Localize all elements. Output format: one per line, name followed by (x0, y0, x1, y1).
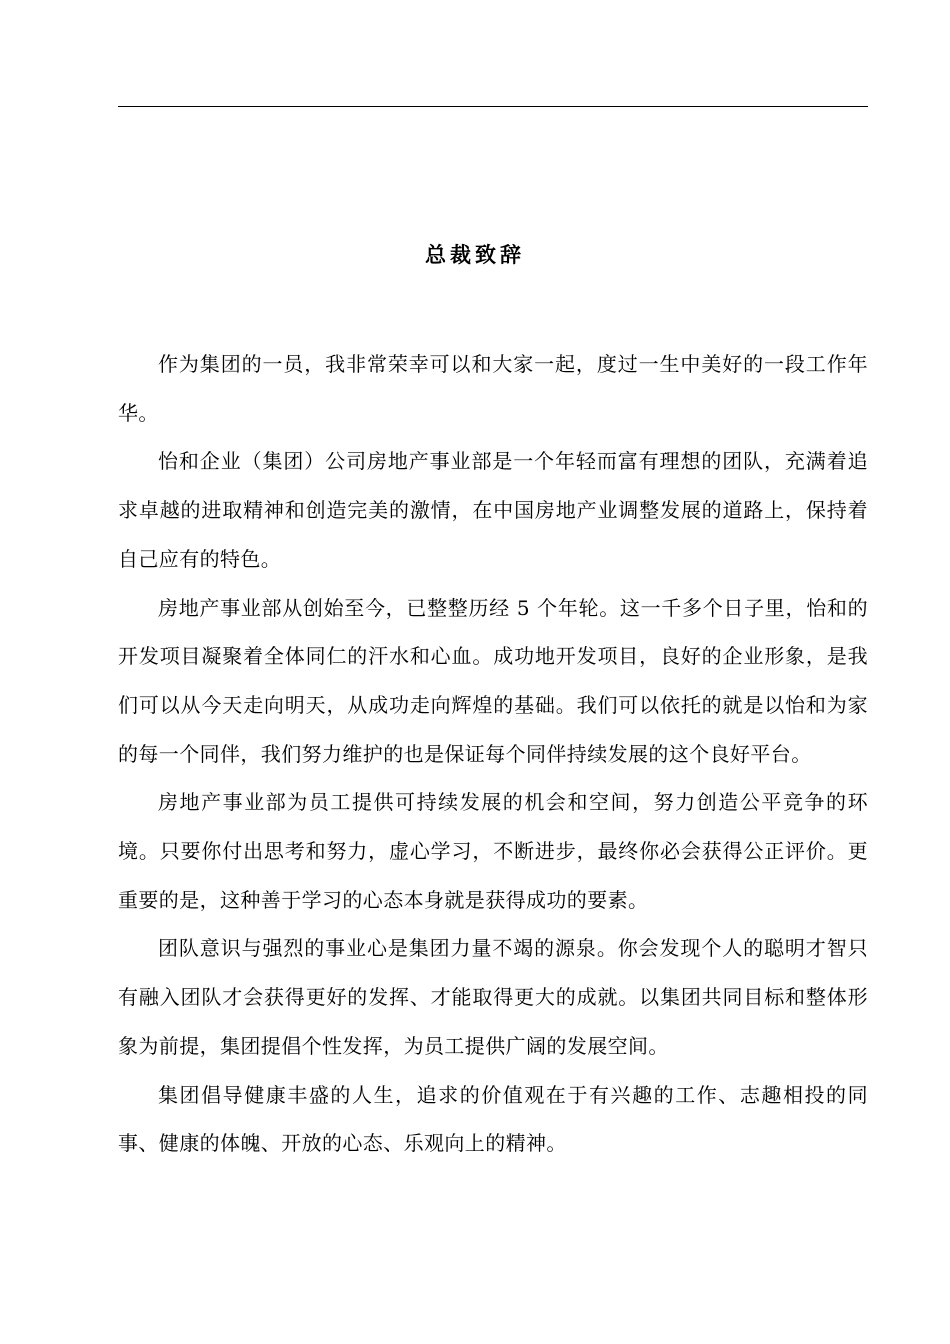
paragraph-1: 作为集团的一员，我非常荣幸可以和大家一起，度过一生中美好的一段工作年华。 (118, 352, 868, 425)
document-title: 总裁致辞 (425, 242, 525, 267)
header-rule (118, 106, 868, 107)
document-body (118, 340, 868, 1168)
paragraph-4: 房地产事业部为员工提供可持续发展的机会和空间，努力创造公平竞争的环境。只要你付出思考和努力，虚心学习，不断进步，最终你必会获得公正评价。更重要的是，这种善于学习的心态本身就是获得成功的要素。 (118, 790, 868, 912)
paragraph-3: 房地产事业部从创始至今，已整整历经 5 个年轮。这一千多个日子里，怡和的开发项目凝聚着全体同仁的汗水和心血。成功地开发项目，良好的企业形象，是我们可以从今天走向明天，从成功走向辉煌的基础。我们可以依托的就是以怡和为家的每一个同伴，我们努力维护的也是保证每个同伴持续发展的这个良好平台。 (118, 595, 868, 766)
paragraph-6: 集团倡导健康丰盛的人生，追求的价值观在于有兴趣的工作、志趣相投的同事、健康的体魄、开放的心态、乐观向上的精神。 (118, 1082, 868, 1156)
paragraph-2: 怡和企业（集团）公司房地产事业部是一个年轻而富有理想的团队，充满着追求卓越的进取精神和创造完美的激情，在中国房地产业调整发展的道路上，保持着自己应有的特色。 (118, 449, 868, 571)
paragraph-5: 团队意识与强烈的事业心是集团力量不竭的源泉。你会发现个人的聪明才智只有融入团队才会获得更好的发挥、才能取得更大的成就。以集团共同目标和整体形象为前提，集团提倡个性发挥，为员工提供广阔的发展空间。 (118, 936, 868, 1058)
